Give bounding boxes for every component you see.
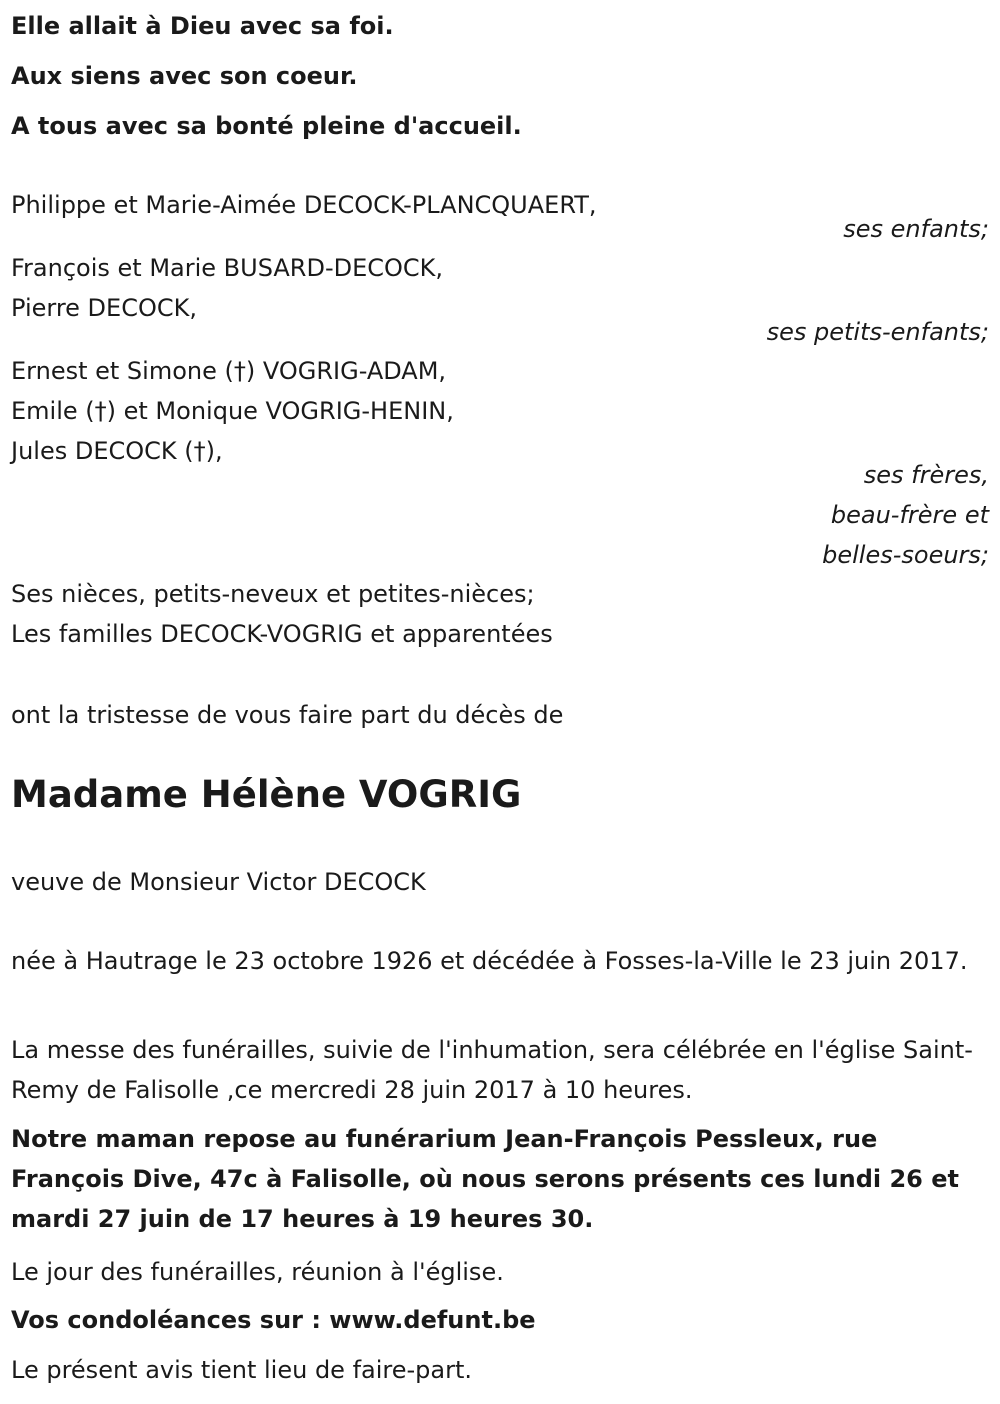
siblings-relation-3: belles-soeurs; [822,541,989,569]
children-relation: ses enfants; [843,215,989,243]
extended-family-2: Les familles DECOCK-VOGRIG et apparentées [11,620,553,648]
grandchildren-name-1: François et Marie BUSARD-DECOCK, [11,254,444,282]
deceased-name: Madame Hélène VOGRIG [11,773,522,816]
motto-line-2: Aux siens avec son coeur. [11,62,358,90]
extended-family-1: Ses nièces, petits-neveux et petites-nièces; [11,580,535,608]
children-names: Philippe et Marie-Aimée DECOCK-PLANCQUAERT, [11,191,597,219]
siblings-relation-1: ses frères, [863,461,989,489]
widow-of: veuve de Monsieur Victor DECOCK [11,868,426,896]
grandchildren-name-2: Pierre DECOCK, [11,294,197,322]
grandchildren-relation: ses petits-enfants; [766,318,989,346]
condolences-text: Vos condoléances sur : www.defunt.be [11,1306,536,1334]
siblings-relation-2: beau-frère et [830,501,989,529]
sibling-name-3: Jules DECOCK (†), [11,437,223,465]
meeting-text: Le jour des funérailles, réunion à l'église. [11,1258,504,1286]
motto-line-3: A tous avec sa bonté pleine d'accueil. [11,112,522,140]
birth-death-text: née à Hautrage le 23 octobre 1926 et décédée à Fosses-la-Ville le 23 juin 2017. [11,947,968,975]
funerarium-text: Notre maman repose au funérarium Jean-François Pessleux, rue François Dive, 47c à Falisolle, où nous serons présents ces lundi 26 et mardi 27 juin de 17 heures à 19 heures 30. [11,1125,959,1233]
sibling-name-1: Ernest et Simone (†) VOGRIG-ADAM, [11,357,447,385]
funeral-text: La messe des funérailles, suivie de l'inhumation, sera célébrée en l'église Saint-Remy de Falisolle ,ce mercredi 28 juin 2017 à 10 heures. [11,1036,973,1104]
announcement-text: ont la tristesse de vous faire part du décès de [11,701,564,729]
motto-line-1: Elle allait à Dieu avec sa foi. [11,12,394,40]
sibling-name-2: Emile (†) et Monique VOGRIG-HENIN, [11,397,454,425]
notice-text: Le présent avis tient lieu de faire-part. [11,1356,473,1384]
